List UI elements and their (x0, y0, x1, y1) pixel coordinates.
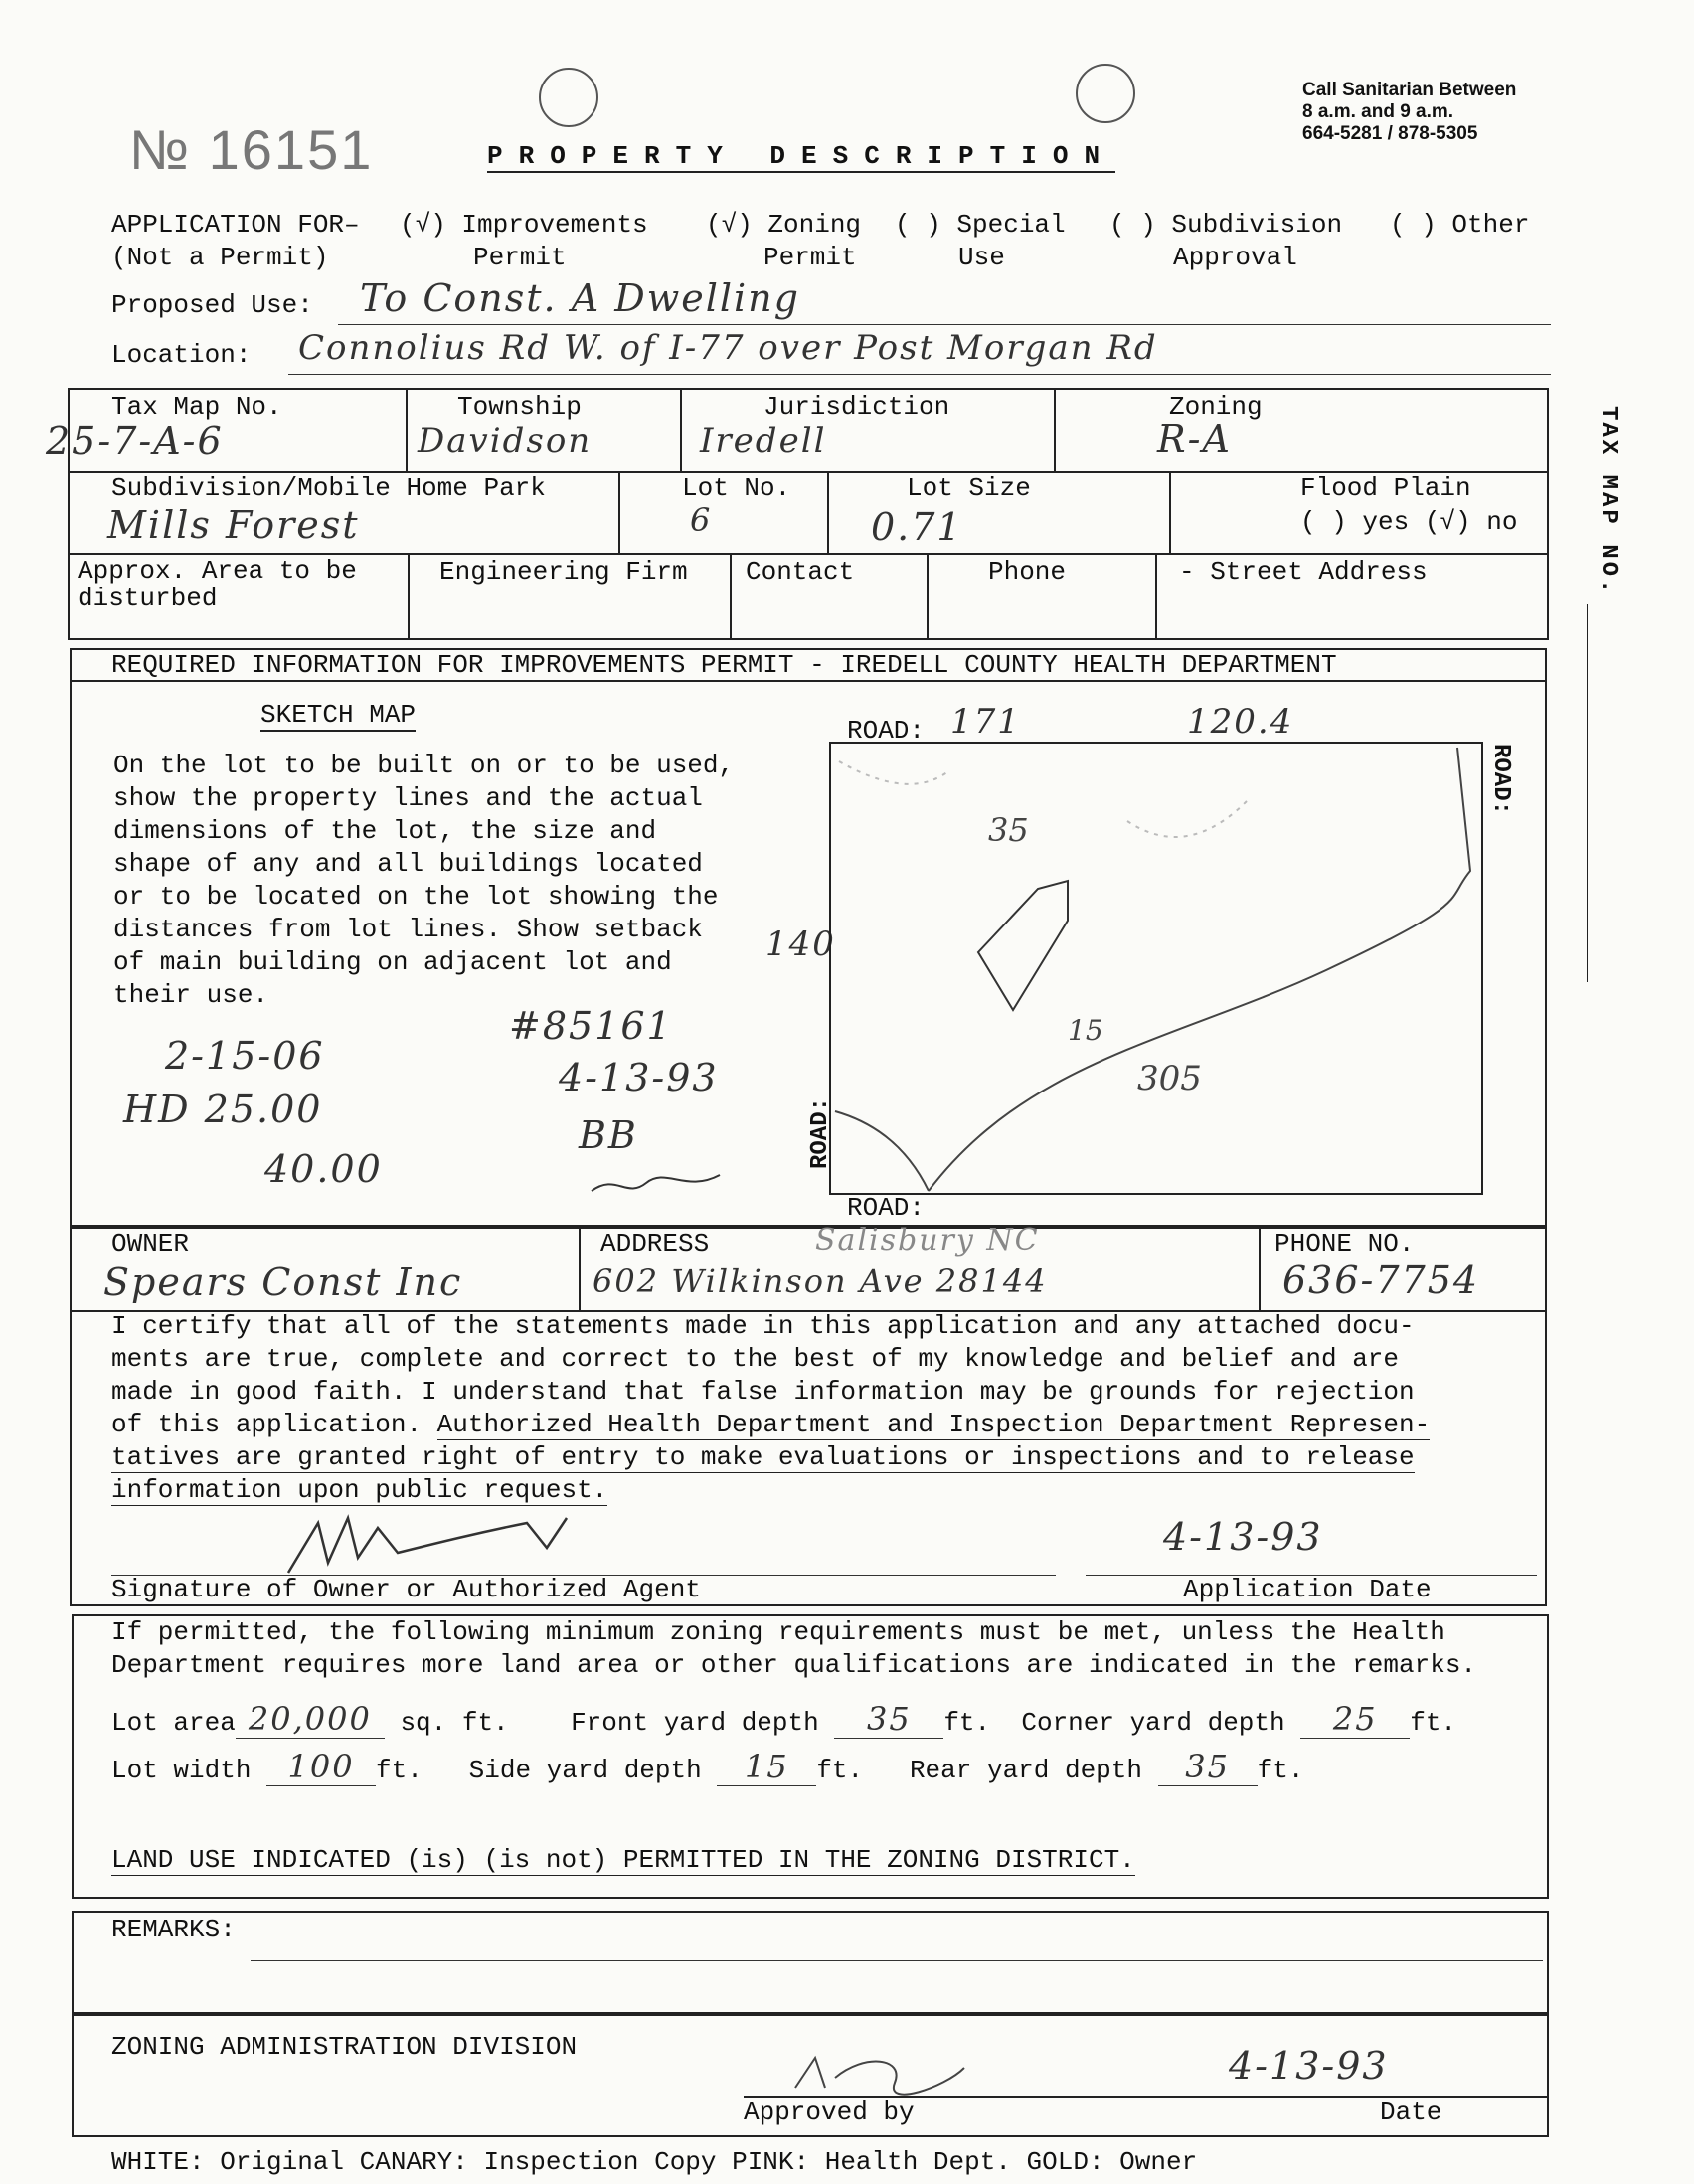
road-top-label: ROAD: (847, 716, 926, 746)
address-value[interactable]: 602 Wilkinson Ave 28144 (593, 1262, 1048, 1300)
zoning-label: Zoning (1169, 392, 1263, 421)
flood-plain-options[interactable]: ( ) yes (√) no (1300, 507, 1518, 537)
zoning-req-intro: If permitted, the following minimum zoning requirements must be met, unless the Health Department requires more land area or other qualifications are indicated in the remarks. (111, 1617, 1477, 1680)
tax-map-label: Tax Map No. (111, 392, 282, 421)
lot-size-label: Lot Size (907, 473, 1031, 503)
application-date-value[interactable]: 4-13-93 (1163, 1515, 1323, 1559)
note-initials: BB (579, 1113, 638, 1157)
location-label: Location: (111, 340, 252, 370)
phone-no-label: PHONE NO. (1274, 1229, 1415, 1259)
proposed-use-label: Proposed Use: (111, 290, 313, 320)
application-label: APPLICATION FOR– (Not a Permit) (111, 210, 360, 272)
tax-map-value[interactable]: 25-7-A-6 (46, 420, 224, 463)
zoning-req-row-2: Lot width 100 ft. Side yard depth 15 ft. Rear yard depth 35 ft. (111, 1748, 1304, 1785)
zoning-value[interactable]: R-A (1157, 418, 1232, 461)
option-other[interactable]: ( ) Other (1390, 210, 1530, 240)
sketch-map (829, 742, 1483, 1195)
approved-date-value[interactable]: 4-13-93 (1229, 2044, 1389, 2088)
lot-no-label: Lot No. (682, 473, 791, 503)
sketch-map-title: SKETCH MAP (260, 700, 417, 730)
house-footprint (978, 881, 1068, 1010)
option-special-use[interactable]: ( ) Special Use (895, 210, 1066, 272)
rear-yard-value[interactable]: 35 (1158, 1748, 1258, 1786)
svg-text:35: 35 (988, 811, 1029, 849)
option-improvements[interactable]: (√) Improvements Permit (400, 210, 648, 272)
front-yard-value[interactable]: 35 (834, 1700, 943, 1739)
signature-label: Signature of Owner or Authorized Agent (111, 1575, 701, 1604)
corner-yard-value[interactable]: 25 (1300, 1700, 1410, 1739)
option-zoning[interactable]: (√) Zoning Permit (706, 210, 862, 272)
street-address-label: - Street Address (1179, 557, 1428, 587)
dim-top-2: 120.4 (1187, 702, 1294, 742)
contact-label: Contact (746, 557, 855, 587)
engineering-firm-label: Engineering Firm (439, 557, 688, 587)
jurisdiction-value[interactable]: Iredell (700, 421, 827, 461)
jurisdiction-label: Jurisdiction (763, 392, 950, 421)
approval-date-label: Date (1380, 2098, 1442, 2127)
dim-top: 171 (950, 702, 1021, 742)
note-permit-no: #85161 (509, 1004, 673, 1048)
svg-text:15: 15 (1068, 1014, 1103, 1047)
side-yard-value[interactable]: 15 (717, 1748, 816, 1786)
township-label: Township (457, 392, 582, 421)
side-tax-map-line (1587, 604, 1588, 982)
lot-no-value[interactable]: 6 (690, 501, 713, 539)
note-scribble (587, 1163, 726, 1203)
certify-text: I certify that all of the statements made in this application and any attached docu- ments are true, complete and correct to the best of my knowledge and belief and are made in good faith. I understand that false information may be grounds for rejection of this application. Authorized Health Department and Inspection Department Represen- tatives are granted right of entry to make evaluations or inspections and to release information upon public request. (111, 1311, 1431, 1505)
road-right-label: ROAD: (1487, 744, 1514, 816)
sketch-instructions: On the lot to be built on or to be used, show the property lines and the actual dimensions of the lot, the size and shape of any and all buildings located or to be located on the lot showing the distances from lot lines. Show setback of main building on adjacent lot and their use. (113, 751, 735, 1010)
lot-area-value[interactable]: 20,000 (236, 1700, 385, 1739)
zoning-admin-label: ZONING ADMINISTRATION DIVISION (111, 2032, 578, 2062)
phone-no-value[interactable]: 636-7754 (1282, 1259, 1480, 1302)
note-date-1: 2-15-06 (165, 1034, 325, 1078)
proposed-use-line (338, 324, 1551, 325)
address-label: ADDRESS (600, 1229, 710, 1259)
side-tax-map-label: TAX MAP NO. (1595, 406, 1621, 596)
remarks-label: REMARKS: (111, 1915, 236, 1944)
zoning-req-row-1: Lot area 20,000 sq. ft. Front yard depth 35 ft. Corner yard depth 25 ft. (111, 1700, 1457, 1738)
application-date-label: Application Date (1183, 1575, 1432, 1604)
road-bottom-label: ROAD: (847, 1193, 926, 1223)
location-line (288, 374, 1551, 375)
form-number: № 16151 (129, 118, 374, 181)
lot-size-value[interactable]: 0.71 (871, 505, 963, 549)
remarks-box (72, 1911, 1549, 2014)
svg-text:305: 305 (1137, 1059, 1202, 1098)
address-city[interactable]: Salisbury NC (815, 1223, 1040, 1258)
location-value[interactable]: Connolius Rd W. of I-77 over Post Morgan Rd (298, 328, 1158, 368)
punch-hole-left (539, 68, 598, 127)
page-title: PROPERTY DESCRIPTION (487, 141, 1116, 171)
owner-label: OWNER (111, 1229, 190, 1259)
proposed-use-value[interactable]: To Const. A Dwelling (360, 276, 800, 320)
approver-signature (785, 2048, 974, 2098)
area-disturbed-label: Approx. Area to be disturbed (78, 556, 357, 613)
dim-left: 140 (765, 924, 836, 964)
flood-plain-label: Flood Plain (1300, 473, 1471, 503)
note-fee-1: HD 25.00 (123, 1088, 323, 1131)
corner-arc (835, 1111, 929, 1191)
owner-value[interactable]: Spears Const Inc (103, 1260, 463, 1304)
subdivision-label: Subdivision/Mobile Home Park (111, 473, 546, 503)
copy-distribution-footer: WHITE: Original CANARY: Inspection Copy PINK: Health Dept. GOLD: Owner (111, 2147, 1198, 2177)
lot-width-value[interactable]: 100 (266, 1748, 376, 1786)
owner-signature (278, 1503, 636, 1583)
land-use-statement: LAND USE INDICATED (is) (is not) PERMITTED IN THE ZONING DISTRICT. (111, 1845, 1135, 1875)
township-value[interactable]: Davidson (418, 421, 593, 461)
required-header: REQUIRED INFORMATION FOR IMPROVEMENTS PERMIT - IREDELL COUNTY HEALTH DEPARTMENT (111, 650, 1337, 680)
punch-hole-right (1076, 64, 1135, 123)
note-fee-2: 40.00 (264, 1147, 383, 1191)
note-date-2: 4-13-93 (559, 1056, 719, 1099)
remarks-line-1[interactable] (251, 1960, 1543, 1961)
subdivision-value[interactable]: Mills Forest (107, 503, 360, 547)
call-sanitarian-note: Call Sanitarian Between 8 a.m. and 9 a.m. 664-5281 / 878-5305 (1302, 80, 1517, 144)
approved-by-label: Approved by (744, 2098, 915, 2127)
phone-label: Phone (988, 557, 1067, 587)
option-subdivision[interactable]: ( ) Subdivision Approval (1109, 210, 1343, 272)
road-left-label: ROAD: (807, 1097, 834, 1170)
